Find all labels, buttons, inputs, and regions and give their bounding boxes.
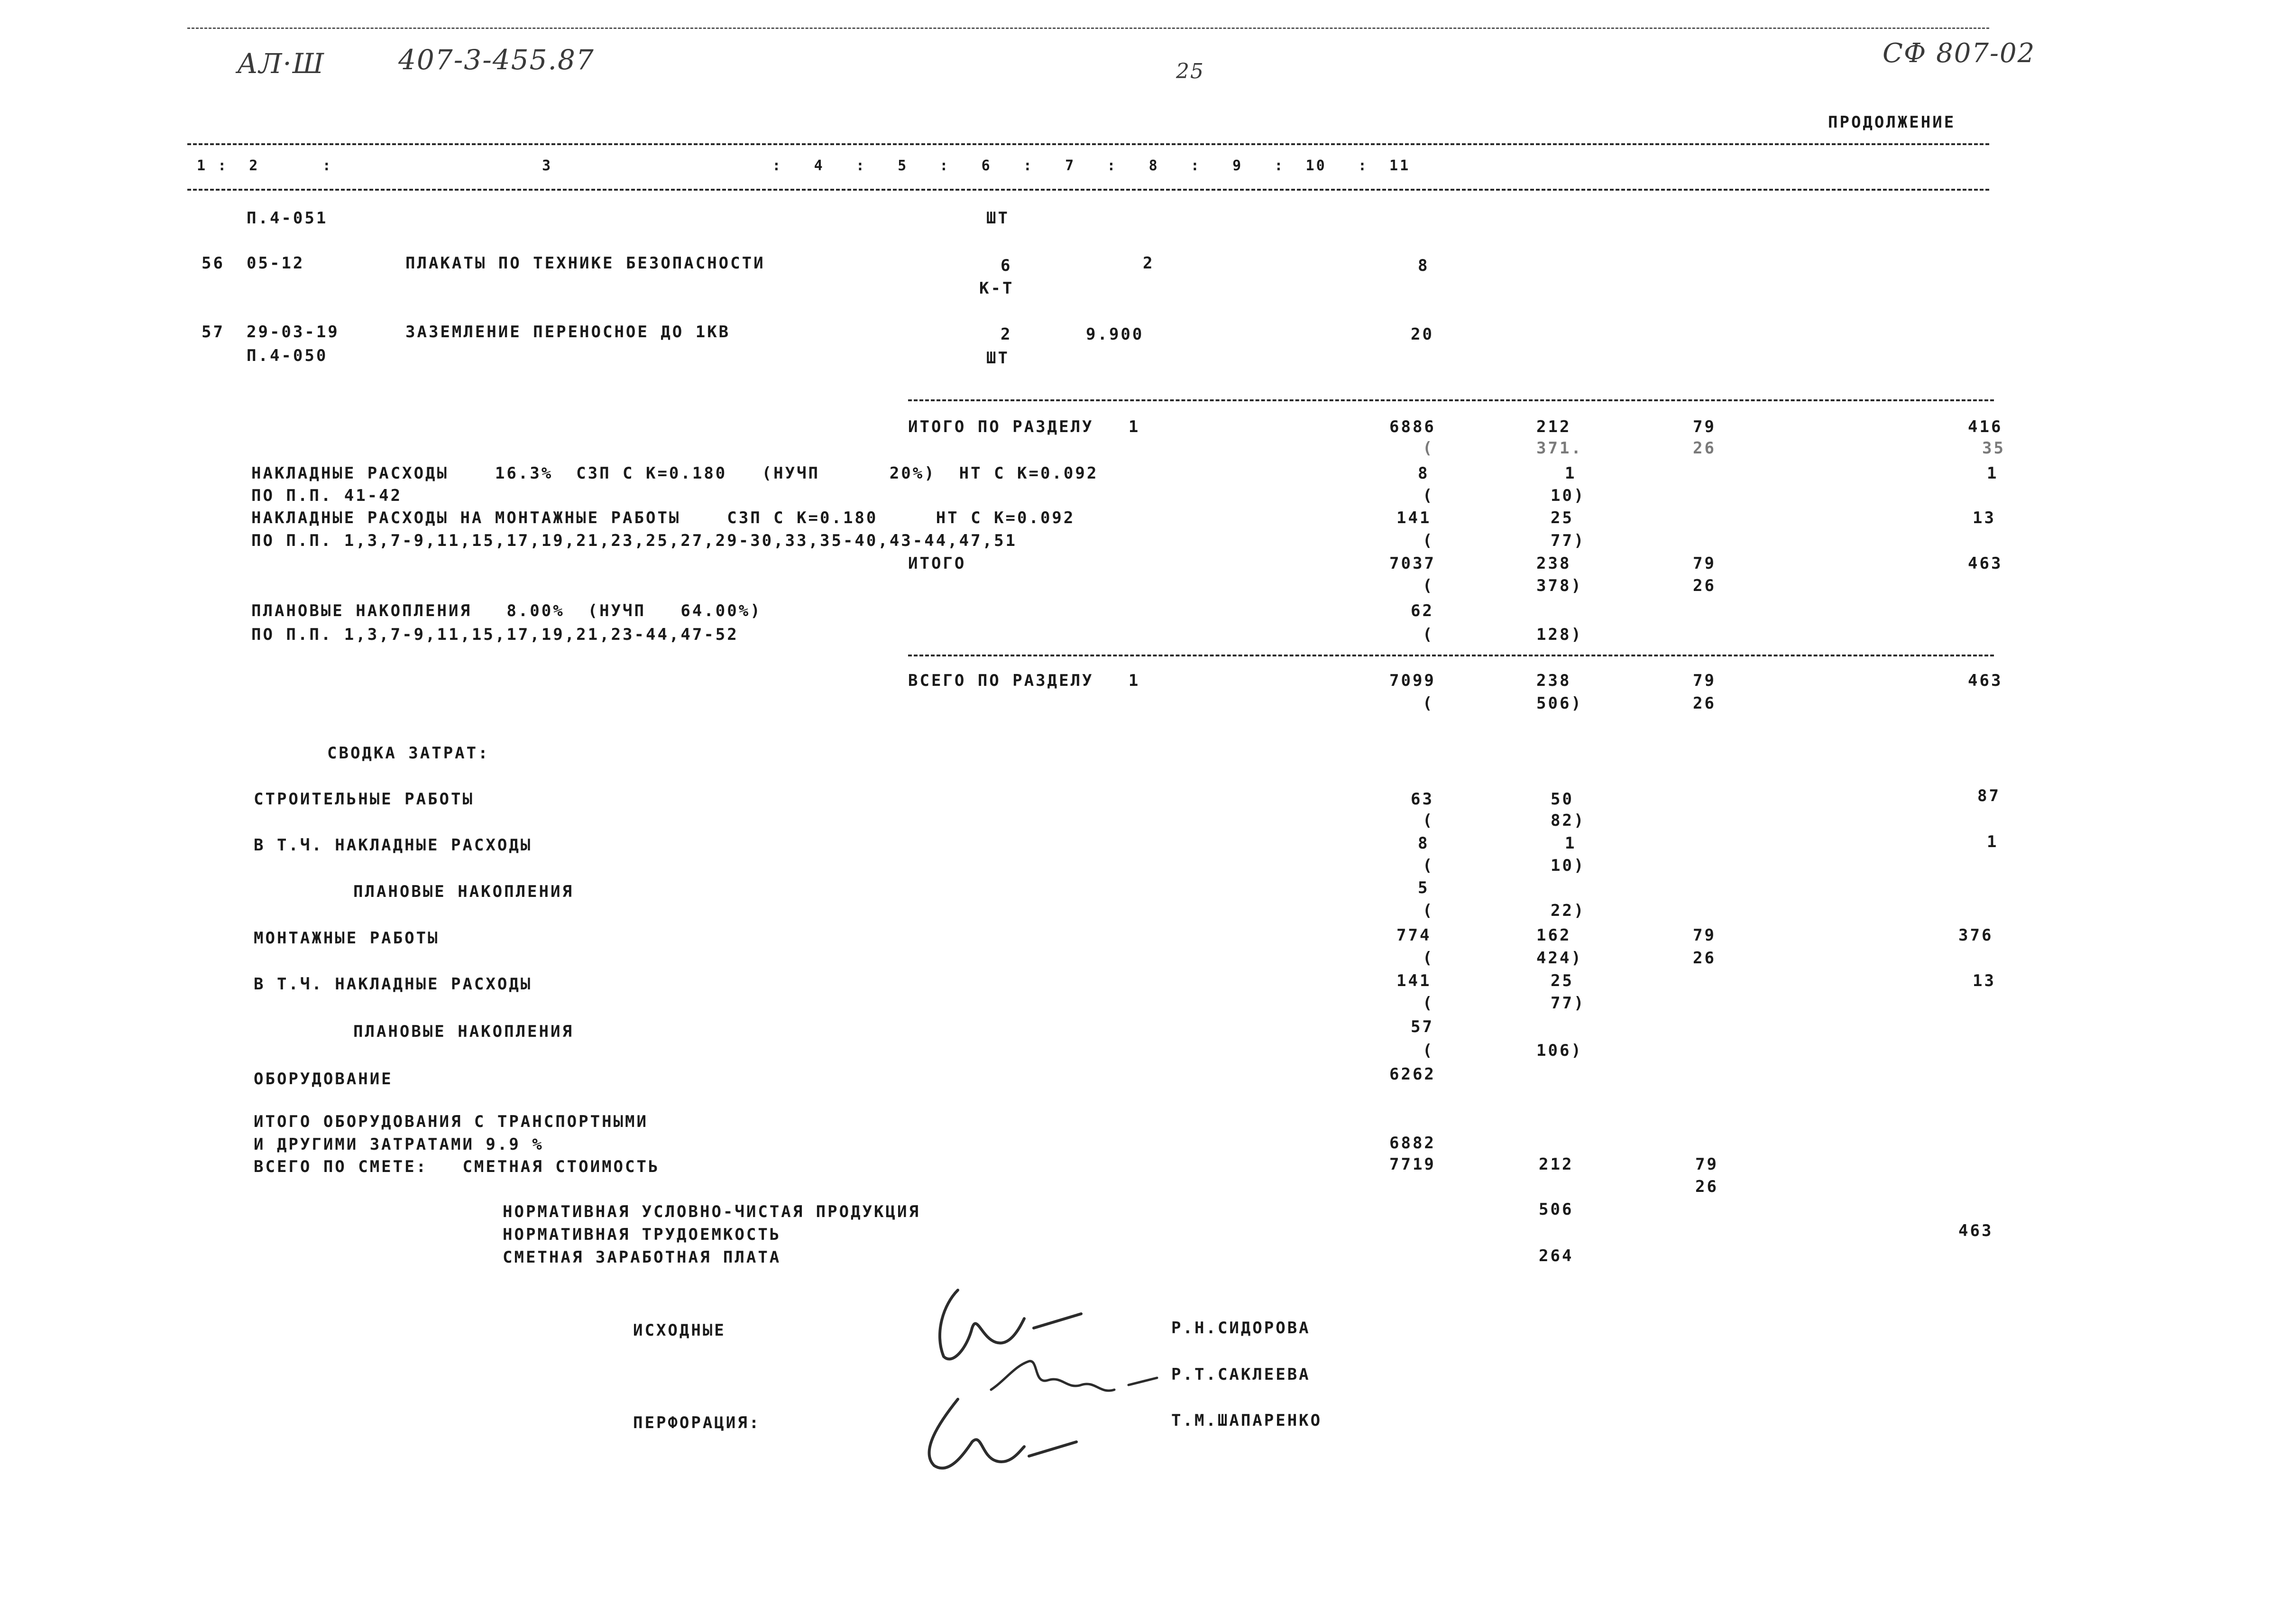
grand-section-c9b: 26 bbox=[1693, 694, 1716, 713]
normative-c11: 463 bbox=[1958, 1221, 1993, 1240]
item-code: 29-03-19 bbox=[247, 323, 340, 341]
estimate-total-label: ВСЕГО ПО СМЕТЕ: СМЕТНАЯ СТОИМОСТЬ bbox=[254, 1157, 660, 1176]
summary-row-c7: 774 bbox=[1396, 926, 1432, 945]
subtotal-c11: 463 bbox=[1968, 554, 2003, 573]
equipment-c7: 6882 bbox=[1389, 1134, 1436, 1153]
summary-row-c8b: 424) bbox=[1536, 949, 1583, 968]
top-border bbox=[187, 28, 1989, 29]
item-unit: ШТ bbox=[986, 209, 1010, 228]
overheads-line: НАКЛАДНЫЕ РАСХОДЫ 16.3% СЗП С К=0.180 (НУЧП 20%) НТ С К=0.092 bbox=[251, 464, 1099, 483]
item-qty: 6 bbox=[1001, 256, 1012, 275]
grand-section-c7b: ( bbox=[1423, 694, 1434, 713]
item-unit: ШТ bbox=[986, 349, 1010, 368]
summary-row-label: ОБОРУДОВАНИЕ bbox=[254, 1070, 393, 1089]
summary-row-c7: 141 bbox=[1396, 971, 1432, 990]
summary-row-c11: 13 bbox=[1973, 971, 1996, 990]
grand-section-c9: 79 bbox=[1693, 671, 1716, 690]
overheads-c8mb: 77) bbox=[1551, 531, 1586, 550]
item-name: ЗАЗЕМЛЕНИЕ ПЕРЕНОСНОЕ ДО 1КВ bbox=[405, 323, 731, 341]
grand-section-c8: 238 bbox=[1536, 671, 1571, 690]
estimate-total-c9: 79 bbox=[1695, 1155, 1718, 1174]
summary-row-c7b: ( bbox=[1423, 949, 1434, 968]
section-total-c9: 79 bbox=[1693, 417, 1716, 436]
section-total-c8b: 371. bbox=[1536, 439, 1583, 458]
overheads-line: НАКЛАДНЫЕ РАСХОДЫ НА МОНТАЖНЫЕ РАБОТЫ СЗП С К=0.180 НТ С К=0.092 bbox=[251, 508, 1075, 527]
estimate-total-c9b: 26 bbox=[1695, 1177, 1718, 1196]
planned-line: ПО П.П. 1,3,7-9,11,15,17,19,21,23-44,47-52 bbox=[251, 625, 739, 644]
summary-row-label: ПЛАНОВЫЕ НАКОПЛЕНИЯ bbox=[353, 1022, 574, 1041]
normative-line: СМЕТНАЯ ЗАРАБОТНАЯ ПЛАТА bbox=[503, 1248, 781, 1267]
signatory-name: Р.Т.САКЛЕЕВА bbox=[1171, 1365, 1311, 1384]
section-total-c11: 416 bbox=[1968, 417, 2003, 436]
item-total: 20 bbox=[1411, 325, 1434, 344]
subtotal-c7b: ( bbox=[1423, 576, 1434, 595]
overheads-c7: 8 bbox=[1418, 464, 1430, 483]
summary-title: СВОДКА ЗАТРАТ: bbox=[327, 744, 490, 763]
equipment-line: И ДРУГИМИ ЗАТРАТАМИ 9.9 % bbox=[254, 1135, 544, 1154]
section-total-c11b: 35 bbox=[1982, 439, 2005, 458]
summary-row-label: СТРОИТЕЛЬНЫЕ РАБОТЫ bbox=[254, 790, 474, 809]
item-price: 2 bbox=[1143, 254, 1155, 273]
item-code: 05-12 bbox=[247, 254, 305, 273]
grand-section-label: ВСЕГО ПО РАЗДЕЛУ 1 bbox=[908, 671, 1140, 690]
normative-c8: 264 bbox=[1539, 1246, 1574, 1265]
overheads-c7b: ( bbox=[1423, 486, 1434, 505]
project-code: 407-3-455.87 bbox=[398, 44, 595, 76]
planned-line: ПЛАНОВЫЕ НАКОПЛЕНИЯ 8.00% (НУЧП 64.00%) bbox=[251, 601, 762, 620]
item-no: 56 bbox=[202, 254, 225, 273]
summary-row-c11: 1 bbox=[1987, 832, 1999, 851]
item-no: 57 bbox=[202, 323, 225, 341]
summary-row-c7b: ( bbox=[1423, 994, 1434, 1013]
item-name: ПЛАКАТЫ ПО ТЕХНИКЕ БЕЗОПАСНОСТИ bbox=[405, 254, 765, 273]
grand-section-c8b: 506) bbox=[1536, 694, 1583, 713]
estimate-total-c7: 7719 bbox=[1389, 1155, 1436, 1174]
overheads-c8: 1 bbox=[1565, 464, 1577, 483]
summary-row-c7b: ( bbox=[1423, 856, 1434, 875]
item-qty: 2 bbox=[1001, 325, 1012, 344]
summary-row-c11: 87 bbox=[1977, 786, 2001, 805]
planned-c7: 62 bbox=[1411, 601, 1434, 620]
overheads-c11: 1 bbox=[1987, 464, 1999, 483]
overheads-c8b: 10) bbox=[1551, 486, 1586, 505]
summary-row-c9: 79 bbox=[1693, 926, 1716, 945]
subtotal-c8b: 378) bbox=[1536, 576, 1583, 595]
item-ref: П.4-051 bbox=[247, 209, 328, 228]
overheads-c7m: 141 bbox=[1396, 508, 1432, 527]
overheads-line: ПО П.П. 41-42 bbox=[251, 486, 403, 505]
section-total-c7b: ( bbox=[1423, 439, 1434, 458]
summary-row-c7: 63 bbox=[1411, 790, 1434, 809]
summary-row-c7: 57 bbox=[1411, 1017, 1434, 1036]
summary-row-c7b: ( bbox=[1423, 811, 1434, 830]
summary-row-c8b: 82) bbox=[1551, 811, 1586, 830]
handwritten-signature-3 bbox=[901, 1385, 1100, 1480]
summary-row-c7: 6262 bbox=[1389, 1065, 1436, 1084]
item-unit: К-Т bbox=[979, 279, 1014, 298]
signatory-name: Р.Н.СИДОРОВА bbox=[1171, 1319, 1311, 1338]
signatory-name: Т.М.ШАПАРЕНКО bbox=[1171, 1411, 1322, 1430]
item-total: 8 bbox=[1418, 256, 1430, 275]
equipment-line: ИТОГО ОБОРУДОВАНИЯ С ТРАНСПОРТНЫМИ bbox=[254, 1112, 648, 1131]
header-rule-bottom bbox=[187, 189, 1989, 191]
item-ref: П.4-050 bbox=[247, 346, 328, 365]
perforation-label: ПЕРФОРАЦИЯ: bbox=[633, 1413, 761, 1432]
section-total-c7: 6886 bbox=[1389, 417, 1436, 436]
summary-row-c7: 5 bbox=[1418, 878, 1430, 897]
summary-row-c8b: 77) bbox=[1551, 994, 1586, 1013]
planned-c8b: 128) bbox=[1536, 625, 1583, 644]
grand-section-c11: 463 bbox=[1968, 671, 2003, 690]
summary-row-c11: 376 bbox=[1958, 926, 1993, 945]
continuation-label: ПРОДОЛЖЕНИЕ bbox=[1828, 113, 1956, 132]
summary-row-c7: 8 bbox=[1418, 834, 1430, 853]
subtotal-c8: 238 bbox=[1536, 554, 1571, 573]
summary-row-c7b: ( bbox=[1423, 1041, 1434, 1060]
subtotal-c9b: 26 bbox=[1693, 576, 1716, 595]
page-number: 25 bbox=[1176, 59, 1204, 83]
initial-data-label: ИСХОДНЫЕ bbox=[633, 1321, 726, 1340]
grand-section-rule bbox=[908, 655, 1994, 656]
estimate-total-c8: 212 bbox=[1539, 1155, 1574, 1174]
planned-c7b: ( bbox=[1423, 625, 1434, 644]
archive-mark: АЛ·Ш bbox=[237, 47, 325, 80]
summary-row-label: В Т.Ч. НАКЛАДНЫЕ РАСХОДЫ bbox=[254, 975, 533, 994]
subtotal-c7: 7037 bbox=[1389, 554, 1436, 573]
column-header: 1 : 2 : 3 : 4 : 5 : 6 : 7 : 8 : 9 : 10 : 11 bbox=[197, 157, 1411, 174]
summary-row-c9b: 26 bbox=[1693, 949, 1716, 968]
normative-c8: 506 bbox=[1539, 1200, 1574, 1219]
normative-line: НОРМАТИВНАЯ УСЛОВНО-ЧИСТАЯ ПРОДУКЦИЯ bbox=[503, 1202, 920, 1221]
section-rule bbox=[908, 399, 1994, 401]
summary-row-c8b: 106) bbox=[1536, 1041, 1583, 1060]
section-total-c9b: 26 bbox=[1693, 439, 1716, 458]
summary-row-label: МОНТАЖНЫЕ РАБОТЫ bbox=[254, 929, 440, 948]
summary-row-c8b: 10) bbox=[1551, 856, 1586, 875]
overheads-c8m: 25 bbox=[1551, 508, 1574, 527]
header-rule-top bbox=[187, 143, 1989, 145]
summary-row-label: В Т.Ч. НАКЛАДНЫЕ РАСХОДЫ bbox=[254, 836, 533, 855]
summary-row-c7b: ( bbox=[1423, 901, 1434, 920]
summary-row-c8: 25 bbox=[1551, 971, 1574, 990]
subtotal-label: ИТОГО bbox=[908, 554, 966, 573]
overheads-line: ПО П.П. 1,3,7-9,11,15,17,19,21,23,25,27,29-30,33,35-40,43-44,47,51 bbox=[251, 531, 1018, 550]
normative-line: НОРМАТИВНАЯ ТРУДОЕМКОСТЬ bbox=[503, 1225, 781, 1244]
overheads-c7mb: ( bbox=[1423, 531, 1434, 550]
summary-row-c8: 1 bbox=[1565, 834, 1577, 853]
subtotal-c9: 79 bbox=[1693, 554, 1716, 573]
section-total-label: ИТОГО ПО РАЗДЕЛУ 1 bbox=[908, 417, 1140, 436]
summary-row-c8: 162 bbox=[1536, 926, 1571, 945]
summary-row-c8b: 22) bbox=[1551, 901, 1586, 920]
overheads-c11m: 13 bbox=[1973, 508, 1996, 527]
grand-section-c7: 7099 bbox=[1389, 671, 1436, 690]
section-total-c8: 212 bbox=[1536, 417, 1571, 436]
item-price: 9.900 bbox=[1086, 325, 1144, 344]
summary-row-label: ПЛАНОВЫЕ НАКОПЛЕНИЯ bbox=[353, 882, 574, 901]
sheet-code: СФ 807-02 bbox=[1883, 38, 2036, 69]
summary-row-c8: 50 bbox=[1551, 790, 1574, 809]
